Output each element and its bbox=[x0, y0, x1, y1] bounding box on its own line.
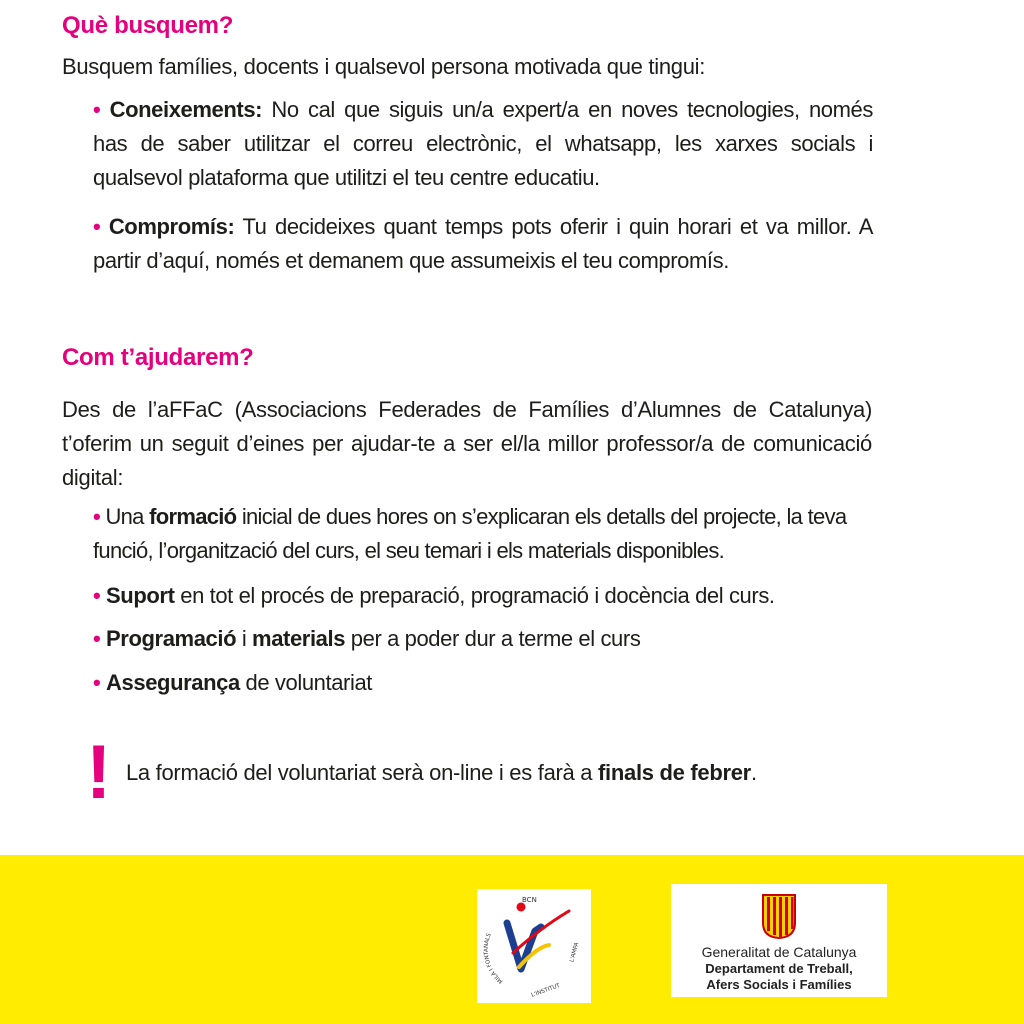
bullet-compromis bbox=[93, 210, 873, 278]
generalitat-logo bbox=[671, 884, 887, 997]
bullet-coneixements bbox=[93, 93, 873, 195]
school-ampa-logo bbox=[477, 889, 591, 1003]
school-logo-bottom: L'INSTITUT bbox=[530, 982, 561, 999]
bullet-dot: • bbox=[93, 214, 101, 239]
bullet-dot: • bbox=[93, 97, 101, 122]
bullet-pre: Una bbox=[105, 504, 150, 529]
section-heading-que-busquem: Què busquem? bbox=[62, 12, 234, 39]
catalan-flag-icon bbox=[761, 893, 797, 939]
department-line-1: Departament de Treball, bbox=[705, 961, 853, 976]
bullet-title-2: materials bbox=[252, 626, 346, 651]
bullet-text: de voluntariat bbox=[239, 670, 373, 695]
bullet-mid: i bbox=[236, 626, 253, 651]
notice-text bbox=[126, 756, 757, 790]
notice-body: La formació del voluntariat serà on-line i es farà a bbox=[126, 760, 599, 785]
bullet-text: inicial de dues hores on s’explicaran els detalls del projecte, la teva funció, l’organització del curs, el seu temari i els materials disponibles. bbox=[93, 504, 847, 563]
bullet-title: Programació bbox=[106, 626, 237, 651]
bullet-dot: • bbox=[93, 583, 101, 608]
school-logo-bcn: BCN bbox=[522, 896, 537, 904]
bullet-title: formació bbox=[149, 504, 237, 529]
bullet-dot: • bbox=[93, 670, 101, 695]
bullet-formacio bbox=[93, 500, 873, 568]
section-heading-com-tajudarem: Com t’ajudarem? bbox=[62, 344, 254, 371]
bullet-programacio bbox=[93, 622, 873, 656]
bullet-title: Suport bbox=[106, 583, 175, 608]
bullet-title: Coneixements: bbox=[109, 97, 263, 122]
school-logo-graphic bbox=[477, 889, 591, 1003]
exclamation-icon: ! bbox=[86, 730, 112, 815]
bullet-suport bbox=[93, 579, 873, 613]
bullet-title: Assegurança bbox=[106, 670, 240, 695]
section1-intro: Busquem famílies, docents i qualsevol persona motivada que tingui: bbox=[62, 54, 706, 79]
notice-end: . bbox=[750, 760, 757, 785]
bullet-assegurança bbox=[93, 666, 873, 700]
bullet-text: Tu decideixes quant temps pots oferir i quin horari et va millor. A partir d’aquí, només et demanem que assumeixis el teu compromís. bbox=[93, 214, 874, 273]
bullet-dot: • bbox=[93, 626, 101, 651]
school-logo-left-arc: MILÀ I FONTANALS bbox=[483, 932, 505, 985]
bullet-text: en tot el procés de preparació, programació i docència del curs. bbox=[174, 583, 775, 608]
school-logo-right: L'AMPA bbox=[569, 941, 581, 963]
notice-bold: finals de febrer bbox=[598, 760, 751, 785]
generalitat-name: Generalitat de Catalunya bbox=[701, 944, 857, 960]
section2-intro: Des de l’aFFaC (Associacions Federades de Famílies d’Alumnes de Catalunya) t’oferim un seguit d’eines per ajudar-te a ser el/la millor professor/a de comunicació digital: bbox=[62, 397, 872, 490]
footer-band bbox=[0, 855, 1024, 1024]
bullet-title: Compromís: bbox=[108, 214, 235, 239]
bullet-dot: • bbox=[93, 504, 101, 529]
bullet-text: No cal que siguis un/a expert/a en noves tecnologies, només has de saber utilitzar el correu electrònic, el whatsapp, les xarxes socials i qualsevol plataforma que utilitzi el teu centre educatiu. bbox=[93, 97, 873, 190]
department-line-2: Afers Socials i Famílies bbox=[706, 977, 852, 992]
bullet-text: per a poder dur a terme el curs bbox=[345, 626, 641, 651]
